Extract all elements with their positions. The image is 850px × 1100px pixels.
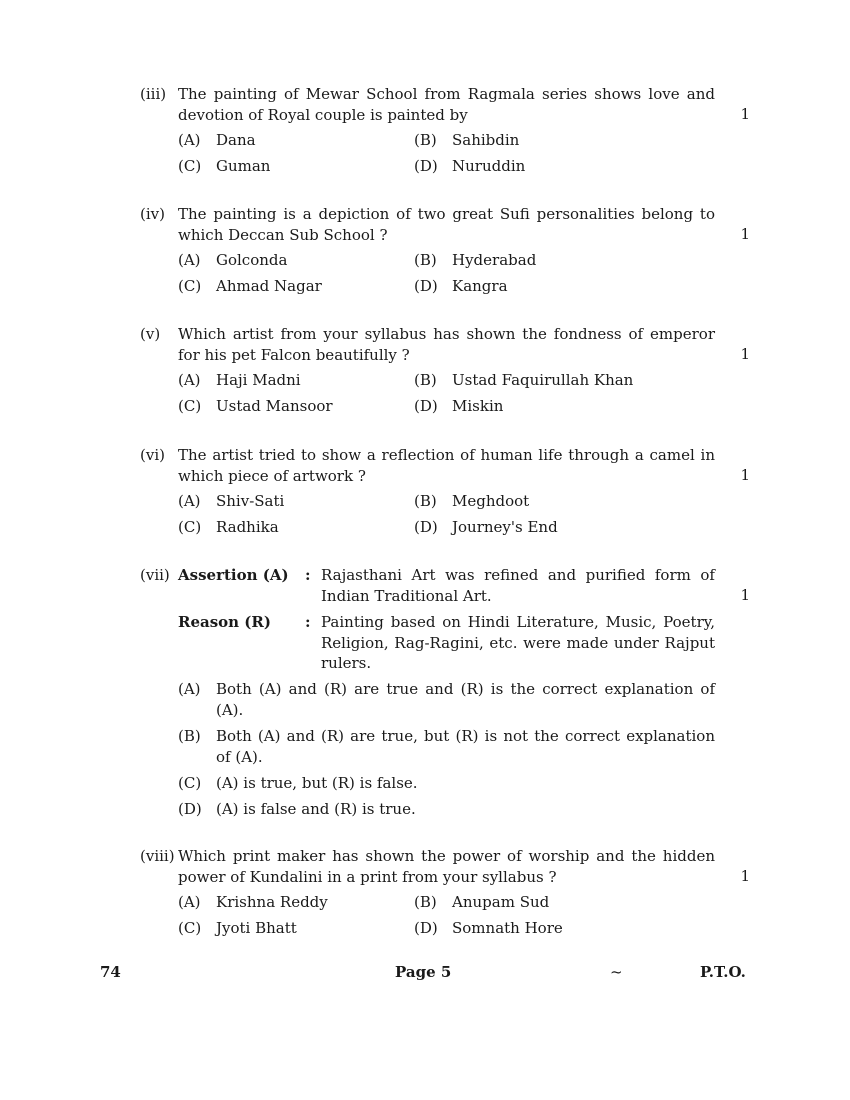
paper-code: 74 xyxy=(100,963,121,981)
option-text: Somnath Hore xyxy=(452,919,563,937)
option-letter: (D) xyxy=(414,277,438,295)
option-letter: (C) xyxy=(178,518,202,536)
option-text: Krishna Reddy xyxy=(216,893,328,911)
option-text: Haji Madni xyxy=(216,371,301,389)
question-number: (iii) xyxy=(140,85,167,103)
option-text: Guman xyxy=(216,157,271,175)
marks: 1 xyxy=(740,586,750,604)
reason-colon: : xyxy=(305,613,311,631)
tilde-mark: ~ xyxy=(610,963,623,981)
option-letter: (D) xyxy=(414,157,438,175)
option-text: Both (A) and (R) are true, but (R) is not the correct explanation of (A). xyxy=(216,727,715,766)
question-text: The artist tried to show a reflection of human life through a camel in which piece of artwork ? xyxy=(178,446,715,485)
option-letter: (A) xyxy=(178,680,201,698)
option-letter: (B) xyxy=(414,371,437,389)
question-text: The painting of Mewar School from Ragmala series shows love and devotion of Royal couple is painted by xyxy=(178,85,715,124)
question-text: Which print maker has shown the power of worship and the hidden power of Kundalini in a print from your syllabus ? xyxy=(178,847,715,886)
question-text: Which artist from your syllabus has shown the fondness of emperor for his pet Falcon beautifully ? xyxy=(178,325,715,364)
option-letter: (A) xyxy=(178,492,201,510)
option-text: Kangra xyxy=(452,277,508,295)
option-text: Radhika xyxy=(216,518,279,536)
option-letter: (C) xyxy=(178,157,202,175)
option-letter: (B) xyxy=(178,727,201,745)
question-number: (vi) xyxy=(140,446,165,464)
option-text: Shiv-Sati xyxy=(216,492,285,510)
question-text: The painting is a depiction of two great Sufi personalities belong to which Deccan Sub School ? xyxy=(178,205,715,244)
option-text: Hyderabad xyxy=(452,251,537,269)
option-letter: (D) xyxy=(178,800,202,818)
question-number: (vii) xyxy=(140,566,170,584)
option-letter: (C) xyxy=(178,277,202,295)
option-text: Golconda xyxy=(216,251,288,269)
option-letter: (B) xyxy=(414,251,437,269)
assertion-label: Assertion (A) xyxy=(178,566,289,584)
page-number: Page 5 xyxy=(395,963,452,981)
marks: 1 xyxy=(740,867,750,885)
option-letter: (C) xyxy=(178,774,202,792)
option-text: Journey's End xyxy=(452,518,558,536)
pto-label: P.T.O. xyxy=(700,963,746,981)
question-number: (v) xyxy=(140,325,161,343)
option-letter: (C) xyxy=(178,397,202,415)
option-text: Sahibdin xyxy=(452,131,520,149)
option-letter: (B) xyxy=(414,131,437,149)
option-letter: (D) xyxy=(414,919,438,937)
option-text: Ustad Mansoor xyxy=(216,397,333,415)
option-text: Both (A) and (R) are true and (R) is the correct explanation of (A). xyxy=(216,680,715,719)
option-text: Dana xyxy=(216,131,256,149)
option-letter: (A) xyxy=(178,371,201,389)
question-number: (viii) xyxy=(140,847,175,865)
assertion-colon: : xyxy=(305,566,311,584)
option-letter: (A) xyxy=(178,251,201,269)
marks: 1 xyxy=(740,466,750,484)
marks: 1 xyxy=(740,345,750,363)
option-letter: (B) xyxy=(414,492,437,510)
question-number: (iv) xyxy=(140,205,165,223)
reason-text: Painting based on Hindi Literature, Music, Poetry, Religion, Rag-Ragini, etc. were made under Rajput rulers. xyxy=(321,613,715,672)
question-vii xyxy=(140,565,750,825)
option-letter: (A) xyxy=(178,131,201,149)
option-text: (A) is true, but (R) is false. xyxy=(216,774,418,792)
marks: 1 xyxy=(740,105,750,123)
option-letter: (C) xyxy=(178,919,202,937)
option-text: Miskin xyxy=(452,397,504,415)
reason-label: Reason (R) xyxy=(178,613,271,631)
option-text: Anupam Sud xyxy=(452,893,550,911)
option-letter: (A) xyxy=(178,893,201,911)
option-letter: (B) xyxy=(414,893,437,911)
option-text: Ustad Faquirullah Khan xyxy=(452,371,634,389)
marks: 1 xyxy=(740,225,750,243)
option-text: Nuruddin xyxy=(452,157,526,175)
option-text: Meghdoot xyxy=(452,492,530,510)
option-letter: (D) xyxy=(414,397,438,415)
option-text: (A) is false and (R) is true. xyxy=(216,800,416,818)
option-letter: (D) xyxy=(414,518,438,536)
option-text: Jyoti Bhatt xyxy=(216,919,297,937)
assertion-text: Rajasthani Art was refined and purified form of Indian Traditional Art. xyxy=(321,566,715,605)
option-text: Ahmad Nagar xyxy=(216,277,322,295)
